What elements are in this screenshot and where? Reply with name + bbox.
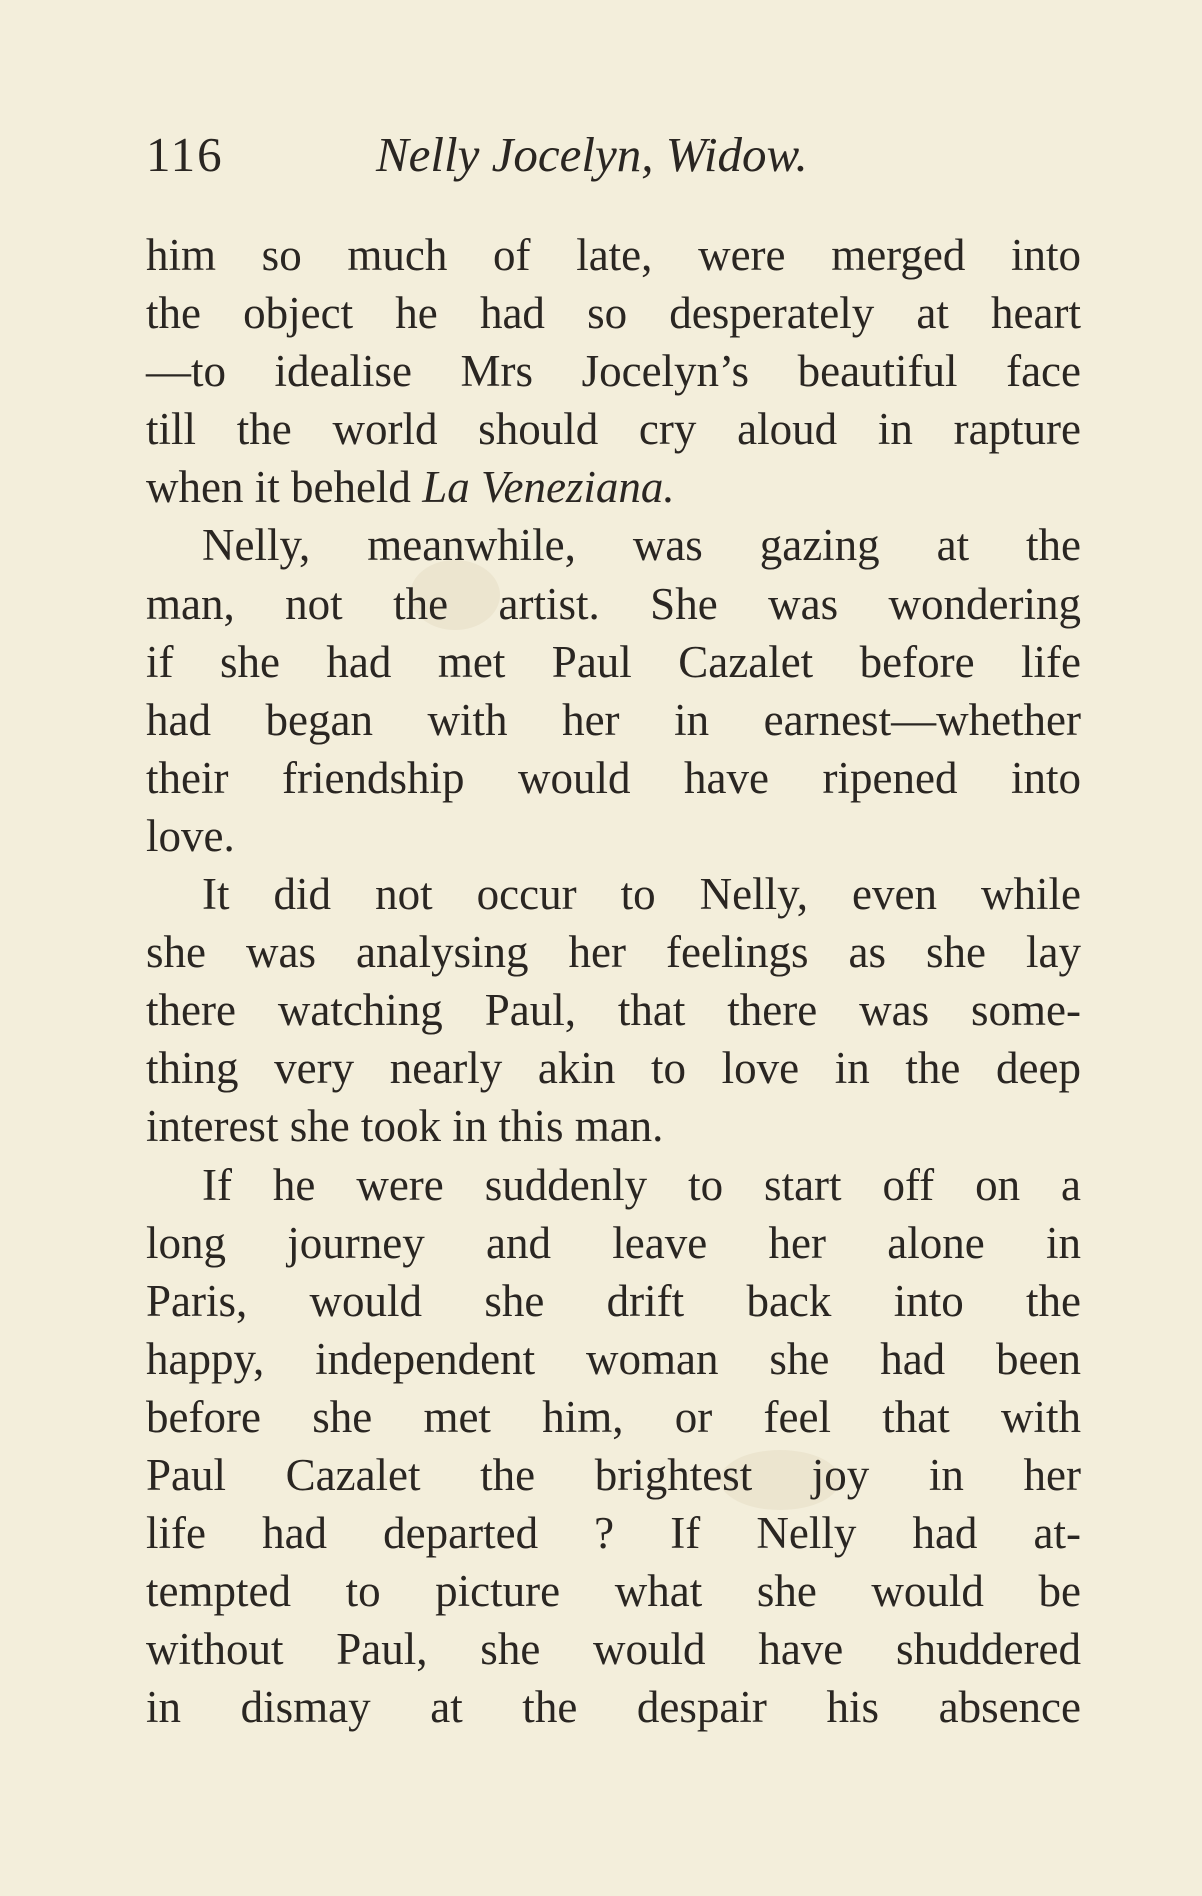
text-line: tempted to picture what she would be bbox=[146, 1566, 1081, 1617]
text-line: in dismay at the despair his absence bbox=[146, 1682, 1081, 1733]
text-line: interest she took in this man. bbox=[146, 1101, 664, 1152]
text-line: Paris, would she drift back into the bbox=[146, 1275, 1081, 1326]
running-title: Nelly Jocelyn, Widow. bbox=[376, 127, 808, 182]
text-line: love. bbox=[146, 810, 235, 861]
text-line: the object he had so desperately at heart bbox=[146, 288, 1081, 339]
page-number: 116 bbox=[146, 127, 224, 182]
text-line: man, not the artist. She was wondering bbox=[146, 578, 1081, 629]
text-line: she was analysing her feelings as she lay bbox=[146, 927, 1081, 978]
text-line: before she met him, or feel that with bbox=[146, 1391, 1081, 1442]
text-line: till the world should cry aloud in rapture bbox=[146, 404, 1081, 455]
text-line-start: when it beheld bbox=[146, 462, 423, 513]
text-line: long journey and leave her alone in bbox=[146, 1217, 1081, 1268]
paragraph-first-line: If he were suddenly to start off on a bbox=[202, 1159, 1081, 1210]
paragraph-first-line: It did not occur to Nelly, even while bbox=[202, 869, 1081, 920]
italic-title-phrase: La Veneziana. bbox=[422, 462, 675, 513]
text-line: —to idealise Mrs Jocelyn’s beautiful face bbox=[146, 346, 1081, 397]
text-line: life had departed ? If Nelly had at- bbox=[146, 1508, 1081, 1559]
text-line: there watching Paul, that there was some- bbox=[146, 985, 1081, 1036]
paragraph-first-line: Nelly, meanwhile, was gazing at the bbox=[202, 520, 1081, 571]
text-line: if she had met Paul Cazalet before life bbox=[146, 636, 1081, 687]
text-line: thing very nearly akin to love in the deep bbox=[146, 1043, 1081, 1094]
text-line: their friendship would have ripened into bbox=[146, 752, 1081, 803]
text-line: happy, independent woman she had been bbox=[146, 1333, 1081, 1384]
text-line: him so much of late, were merged into bbox=[146, 230, 1081, 280]
running-head bbox=[146, 120, 886, 190]
body-text bbox=[146, 226, 1081, 1736]
text-line: had began with her in earnest—whether bbox=[146, 694, 1081, 745]
text-line: without Paul, she would have shuddered bbox=[146, 1624, 1081, 1675]
text-line bbox=[146, 458, 1081, 516]
text-line: Paul Cazalet the brightest joy in her bbox=[146, 1449, 1081, 1500]
